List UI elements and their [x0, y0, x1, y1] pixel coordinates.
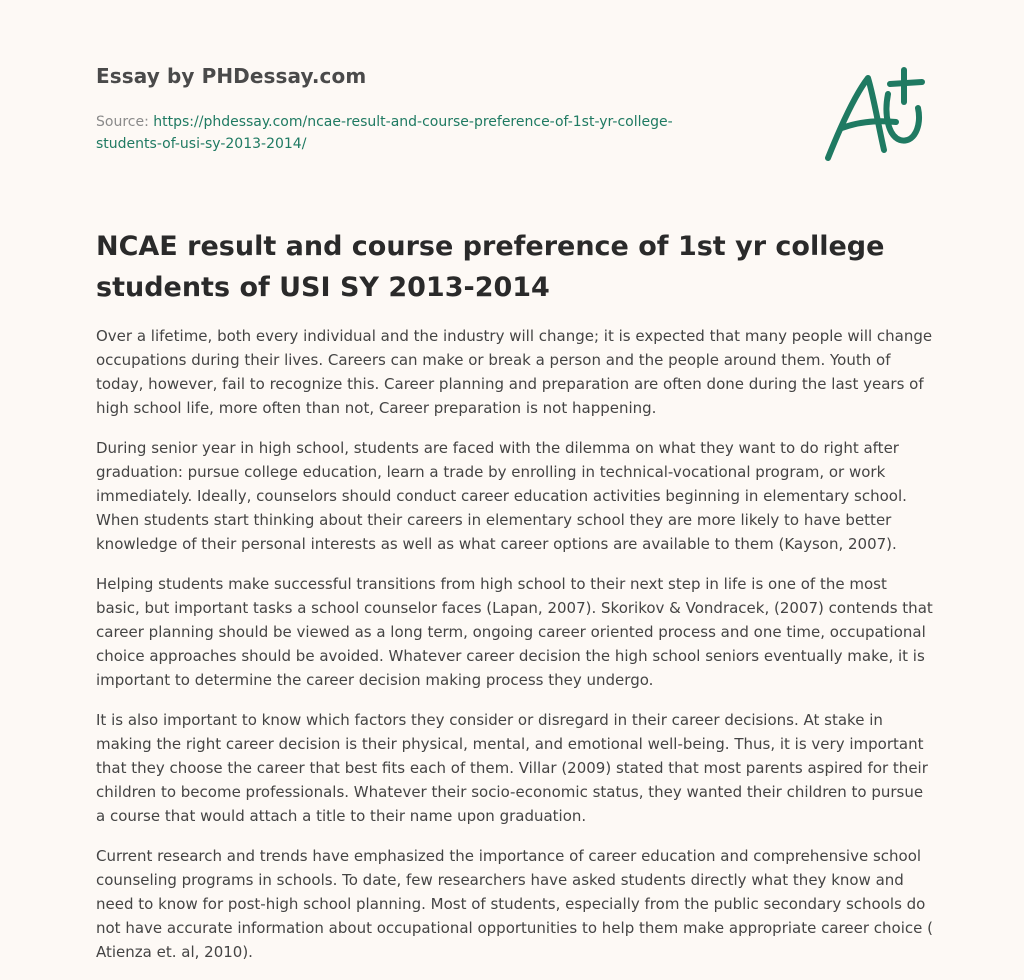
- source-line: [96, 111, 736, 155]
- paragraph: During senior year in high school, students are faced with the dilemma on what they want to do right after graduation: pursue college education, learn a trade by enrolling in technical-vocational program, or work immediately. Ideally, counselors should conduct career education activities beginning in elementary school. When students start thinking about their careers in elementary school they are more likely to have better knowledge of their personal interests as well as what career options are available to them (Kayson, 2007).: [96, 439, 907, 553]
- article-body: [96, 324, 934, 980]
- paragraph: Helping students make successful transitions from high school to their next step in life is one of the most basic, but important tasks a school counselor faces (Lapan, 2007). Skorikov & Vondracek, (2007) contends that career planning should be viewed as a long term, ongoing career oriented process and one time, occupational choice approaches should be avoided. Whatever career decision the high school seniors eventually make, it is important to determine the career decision making process they undergo.: [96, 575, 933, 689]
- paragraph: Over a lifetime, both every individual and the industry will change; it is expected that many people will change occupations during their lives. Careers can make or break a person and the people around them. Youth of today, however, fail to recognize this. Career planning and preparation are often done during the last years of high school life, more often than not, Career preparation is not happening.: [96, 327, 933, 417]
- paragraph: It is also important to know which factors they consider or disregard in their career decisions. At stake in making the right career decision is their physical, mental, and emotional well-being. Thus, it is very important that they choose the career that best fits each of them. Villar (2009) stated that most parents aspired for their children to become professionals. Whatever their socio-economic status, they wanted their children to pursue a course that would attach a title to their name upon graduation.: [96, 711, 928, 825]
- a-plus-logo-icon: [818, 64, 930, 168]
- source-link[interactable]: https://phdessay.com/ncae-result-and-course-preference-of-1st-yr-college-students-of-usi-sy-2013-2014/: [96, 114, 673, 152]
- brand-title: Essay by PHDessay.com: [96, 64, 367, 88]
- article-title: NCAE result and course preference of 1st yr college students of USI SY 2013-2014: [96, 231, 885, 303]
- source-label: Source:: [96, 114, 149, 130]
- paragraph: Current research and trends have emphasized the importance of career education and comprehensive school counseling programs in schools. To date, few researchers have asked students directly what they know and need to know for post-high school planning. Most of students, especially from the public secondary schools do not have accurate information about occupational opportunities to help them make appropriate career choice ( Atienza et. al, 2010).: [96, 847, 933, 961]
